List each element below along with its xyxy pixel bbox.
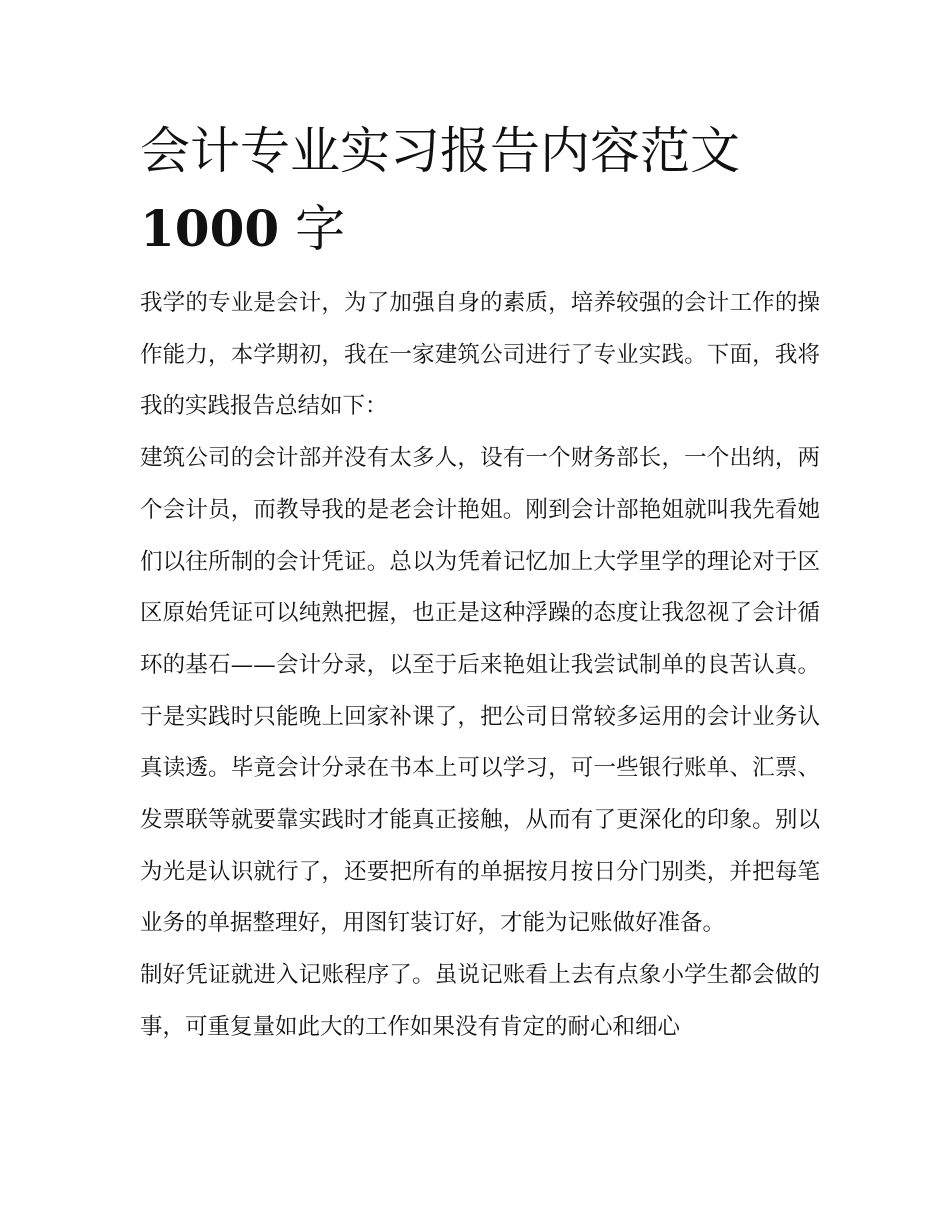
document-title (140, 112, 820, 268)
title-line-1: 会计专业实习报告内容范文 (140, 122, 740, 180)
title-number: 1000 (140, 199, 280, 258)
title-suffix: 字 (295, 200, 346, 258)
document-body (140, 278, 820, 1054)
paragraph-bookkeeping: 制好凭证就进入记账程序了。虽说记账看上去有点象小学生都会做的事，可重复量如此大的工作如果没有肯定的耐心和细心 (140, 962, 820, 1040)
paragraph-intro: 我学的专业是会计，为了加强自身的素质，培养较强的会计工作的操作能力，本学期初，我在一家建筑公司进行了专业实践。下面，我将我的实践报告总结如下： (140, 290, 820, 420)
paragraph-company: 建筑公司的会计部并没有太多人，设有一个财务部长，一个出纳，两个会计员，而教导我的是老会计艳姐。刚到会计部艳姐就叫我先看她们以往所制的会计凭证。总以为凭着记忆加上大学里学的理论对于区区原始凭证可以纯熟把握，也正是这种浮躁的态度让我忽视了会计循环的基石——会计分录，以至于后来艳姐让我尝试制单的良苦认真。于是实践时只能晚上回家补课了，把公司日常较多运用的会计业务认真读透。毕竟会计分录在书本上可以学习，可一些银行账单、汇票、发票联等就要靠实践时才能真正接触，从而有了更深化的印象。别以为光是认识就行了，还要把所有的单据按月按日分门别类，并把每笔业务的单据整理好，用图钉装订好，才能为记账做好准备。 (140, 445, 820, 937)
